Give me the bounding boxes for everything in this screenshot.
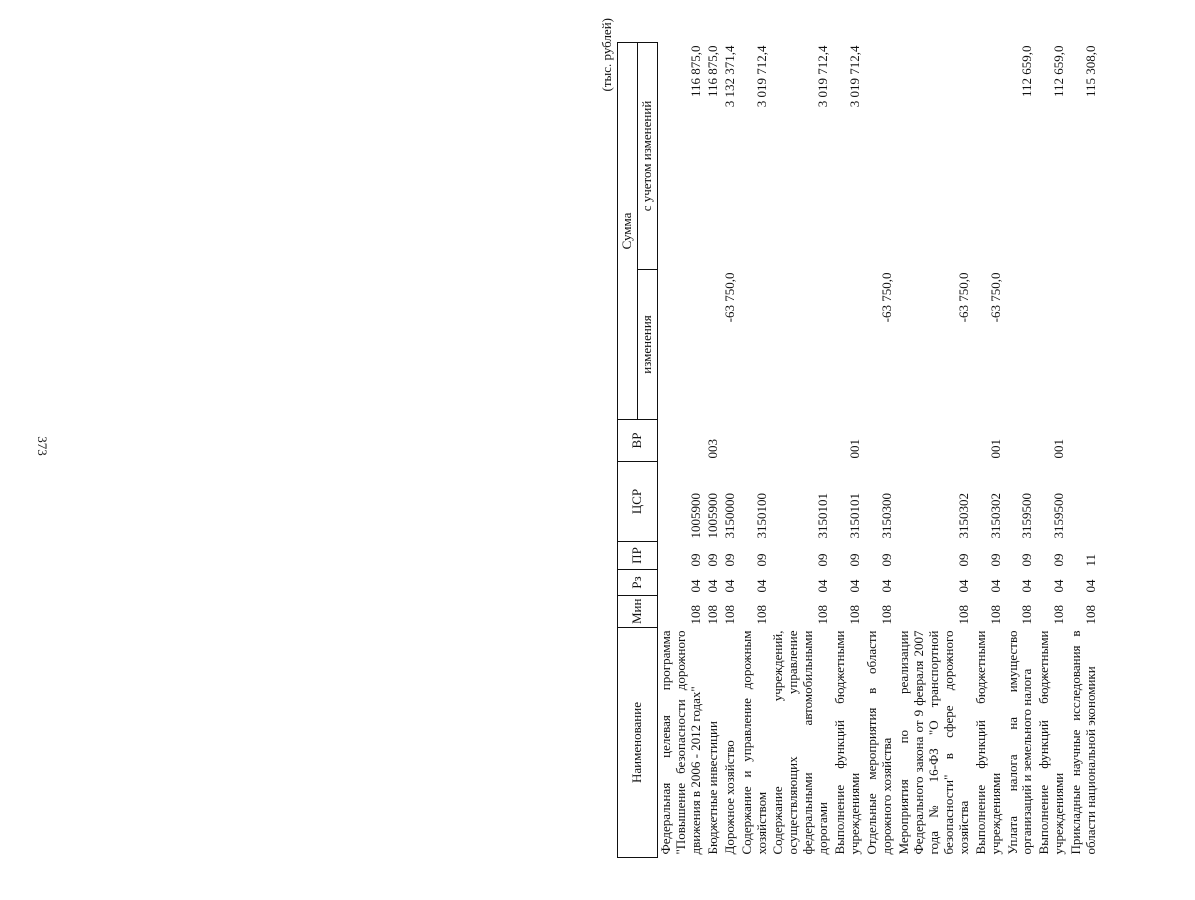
row-min: 108 bbox=[1051, 605, 1067, 625]
row-name: Прикладные научные исследования в области национальной экономики bbox=[1068, 630, 1099, 855]
row-rz: 04 bbox=[879, 579, 894, 593]
row-csr bbox=[1068, 462, 1100, 542]
row-total: 116 875,0 bbox=[687, 45, 703, 98]
row-vr bbox=[1005, 420, 1037, 462]
row-min: 108 bbox=[815, 605, 831, 625]
row-rz: 04 bbox=[1083, 579, 1099, 593]
row-min: 108 bbox=[753, 605, 769, 625]
header-vr: ВР bbox=[618, 420, 658, 462]
units-note: (тыс. рублей) bbox=[599, 18, 614, 92]
row-csr: 3150000 bbox=[721, 493, 737, 539]
row-pr: 11 bbox=[1083, 553, 1099, 567]
row-name: Выполнение функций бюджетными учреждениями bbox=[1036, 630, 1067, 855]
row-vr bbox=[722, 420, 739, 462]
header-min: Мин bbox=[618, 596, 658, 628]
row-name: Отдельные мероприятия в области дорожного хозяйства bbox=[864, 630, 894, 855]
row-vr bbox=[657, 420, 704, 462]
row-name: Содержание и управление дорожным хозяйством bbox=[738, 630, 769, 855]
row-name: Мероприятия по реализации Федерального закона от 9 февраля 2007 года № 16-ФЗ "О транспортной безопасности" в сфере дорожного хозяйства bbox=[895, 630, 971, 855]
budget-table bbox=[617, 42, 1100, 858]
row-pr: 09 bbox=[815, 553, 831, 567]
row-csr: 3150302 bbox=[987, 493, 1003, 539]
row-csr: 1005900 bbox=[704, 493, 720, 539]
row-pr: 09 bbox=[721, 553, 737, 567]
row-total: 116 875,0 bbox=[704, 45, 720, 98]
row-min: 108 bbox=[847, 605, 863, 625]
row-change bbox=[1068, 270, 1100, 420]
table-row bbox=[770, 43, 832, 858]
header-rz: Рз bbox=[618, 570, 658, 596]
row-change bbox=[770, 270, 832, 420]
row-vr bbox=[864, 420, 896, 462]
header-name: Наименование bbox=[618, 628, 658, 858]
row-rz: 04 bbox=[1019, 579, 1035, 593]
row-total bbox=[864, 43, 896, 270]
table-row bbox=[739, 43, 771, 858]
row-total: 3 019 712,4 bbox=[847, 45, 863, 108]
row-pr: 09 bbox=[687, 553, 703, 567]
row-vr bbox=[1068, 420, 1100, 462]
row-vr: 001 bbox=[1051, 439, 1067, 459]
row-rz: 04 bbox=[721, 579, 737, 593]
row-change bbox=[705, 270, 722, 420]
row-total: 3 132 371,4 bbox=[721, 45, 737, 108]
table-row bbox=[832, 43, 864, 858]
row-pr: 09 bbox=[704, 553, 720, 567]
row-total: 112 659,0 bbox=[1051, 45, 1067, 98]
row-vr: 003 bbox=[704, 439, 720, 459]
header-csr: ЦСР bbox=[618, 462, 658, 542]
row-pr: 09 bbox=[1019, 553, 1035, 567]
row-min: 108 bbox=[1083, 605, 1099, 625]
table-row bbox=[1036, 43, 1068, 858]
table-row bbox=[657, 43, 704, 858]
row-rz: 04 bbox=[1051, 579, 1067, 593]
row-csr: 3150302 bbox=[955, 493, 971, 539]
row-total: 115 308,0 bbox=[1083, 45, 1099, 98]
row-min: 108 bbox=[987, 605, 1003, 625]
row-change: -63 750,0 bbox=[955, 272, 971, 323]
header-with-change: с учетом изменений bbox=[637, 43, 657, 270]
row-min: 108 bbox=[687, 605, 703, 625]
row-min: 108 bbox=[879, 605, 894, 625]
row-change bbox=[657, 270, 704, 420]
row-pr: 09 bbox=[753, 553, 769, 567]
row-change bbox=[739, 270, 771, 420]
header-sum: Сумма bbox=[618, 43, 638, 420]
row-total bbox=[896, 43, 973, 270]
row-min: 108 bbox=[721, 605, 737, 625]
table-row bbox=[973, 43, 1005, 858]
table-header bbox=[618, 43, 658, 858]
table-row bbox=[705, 43, 722, 858]
row-change bbox=[832, 270, 864, 420]
row-name: Выполнение функций бюджетными учреждениями bbox=[972, 630, 1003, 855]
row-rz: 04 bbox=[987, 579, 1003, 593]
row-pr: 09 bbox=[987, 553, 1003, 567]
row-vr: 001 bbox=[987, 439, 1003, 459]
header-change: изменения bbox=[637, 270, 657, 420]
table-row bbox=[1005, 43, 1037, 858]
row-rz: 04 bbox=[847, 579, 863, 593]
row-rz: 04 bbox=[687, 579, 703, 593]
rotated-page bbox=[595, 0, 1195, 858]
row-name: Уплата налога на имущество организаций и земельного налога bbox=[1004, 630, 1035, 855]
row-rz: 04 bbox=[753, 579, 769, 593]
row-pr: 09 bbox=[1051, 553, 1067, 567]
table-row bbox=[896, 43, 973, 858]
row-csr: 3150101 bbox=[815, 493, 831, 539]
row-change bbox=[1005, 270, 1037, 420]
row-name: Федеральная целевая программа "Повышение безопасности дорожного движения в 2006 - 2012 годах" bbox=[657, 630, 703, 855]
row-pr: 09 bbox=[847, 553, 863, 567]
row-csr: 3150300 bbox=[879, 493, 894, 539]
table-row bbox=[722, 43, 739, 858]
row-pr: 09 bbox=[879, 553, 894, 567]
row-change: -63 750,0 bbox=[879, 272, 894, 323]
row-csr: 1005900 bbox=[687, 493, 703, 539]
row-vr bbox=[896, 420, 973, 462]
row-name: Дорожное хозяйство bbox=[721, 740, 737, 855]
row-rz: 04 bbox=[955, 579, 971, 593]
row-csr: 3159500 bbox=[1019, 493, 1035, 539]
row-min: 108 bbox=[1019, 605, 1035, 625]
header-pr: ПР bbox=[618, 542, 658, 570]
row-name: Выполнение функций бюджетными учреждениями bbox=[832, 630, 863, 855]
table-row bbox=[1068, 43, 1100, 858]
row-total: 3 019 712,4 bbox=[753, 45, 769, 108]
row-min: 108 bbox=[704, 605, 720, 625]
row-name: Содержание учреждений, осуществляющих управление федеральными автомобильными дорогами bbox=[770, 630, 831, 855]
row-rz: 04 bbox=[704, 579, 720, 593]
row-total: 3 019 712,4 bbox=[815, 45, 831, 108]
row-name: Бюджетные инвестиции bbox=[704, 721, 720, 855]
table-body bbox=[657, 43, 1100, 858]
row-vr bbox=[770, 420, 832, 462]
row-total: 112 659,0 bbox=[1019, 45, 1035, 98]
row-csr: 3150100 bbox=[753, 493, 769, 539]
row-change bbox=[1036, 270, 1068, 420]
row-min: 108 bbox=[955, 605, 971, 625]
row-total bbox=[973, 43, 1005, 270]
row-csr: 3150101 bbox=[847, 493, 863, 539]
row-vr: 001 bbox=[847, 439, 863, 459]
row-csr: 3159500 bbox=[1051, 493, 1067, 539]
row-rz: 04 bbox=[815, 579, 831, 593]
table-row bbox=[864, 43, 896, 858]
row-pr: 09 bbox=[955, 553, 971, 567]
row-change: -63 750,0 bbox=[721, 272, 737, 323]
row-change: -63 750,0 bbox=[987, 272, 1003, 323]
page-number: 373 bbox=[35, 436, 50, 456]
row-vr bbox=[739, 420, 771, 462]
